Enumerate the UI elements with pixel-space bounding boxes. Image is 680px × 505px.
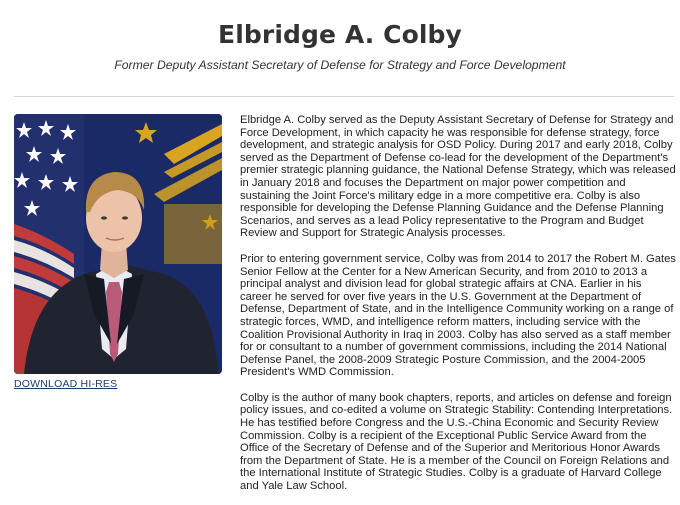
download-hi-res-link[interactable]: DOWNLOAD HI-RES — [14, 378, 118, 390]
bio-paragraph: Colby is the author of many book chapters, reports, and articles on defense and foreign policy issues, and co-edited a volume on Strategic Stability: Contending Interpretations. He has testified before Congress and the U.S.-China Economic and Security Review Commission. Colby is a recipient of the Exceptional Public Service Award from the Office of the Secretary of Defense and of the Superior and Meritorious Honor Awards from the Department of State. He is a member of the Council on Foreign Relations and the International Institute of Strategic Studies. Colby is a graduate of Harvard College and Yale Law School. — [240, 391, 673, 493]
bio-paragraph: Elbridge A. Colby served as the Deputy Assistant Secretary of Defense for Strategy and Force Development, in which capacity he was responsible for defense strategy, force development, and strategic analysis for OSD Policy. During 2017 and early 2018, Colby served as the Department of Defense co-lead for the development of the Department's premier strategic planning guidance, the National Defense Strategy, which was released in January 2018 and focuses the Department on major power competition and sustaining the Joint Force's military edge in a more competitive era. Colby is also responsible for developing the Defense Planning Guidance and the Defense Planning Scenarios, and serves as a lead Policy representative to the Program and Budget Review and Support for Strategic Analysis processes. — [240, 114, 676, 240]
portrait-image — [14, 114, 222, 374]
biography — [240, 114, 676, 505]
portrait-photo — [14, 114, 222, 374]
bio-paragraph: Prior to entering government service, Colby was from 2014 to 2017 the Robert M. Gates Senior Fellow at the Center for a New American Security, and from 2010 to 2013 a principal analyst and division lead for global strategic affairs at CNA. Earlier in his career he served for over five years in the U.S. Government at the Department of Defense, Department of State, and in the Intelligence Community working on a range of strategic forces, WMD, and intelligence reform matters, including service with the Coalition Provisional Authority in Iraq in 2003. Colby has also served as a staff member for or consultant to a number of government commissions, including the 2014 National Defense Panel, the 2008-2009 Strategic Posture Commission, and the 2004-2005 President's WMD Commission. — [240, 252, 676, 379]
page-title: Elbridge A. Colby — [218, 20, 462, 49]
position-title: Former Deputy Assistant Secretary of Defense for Strategy and Force Development — [114, 58, 566, 72]
divider — [14, 96, 674, 97]
